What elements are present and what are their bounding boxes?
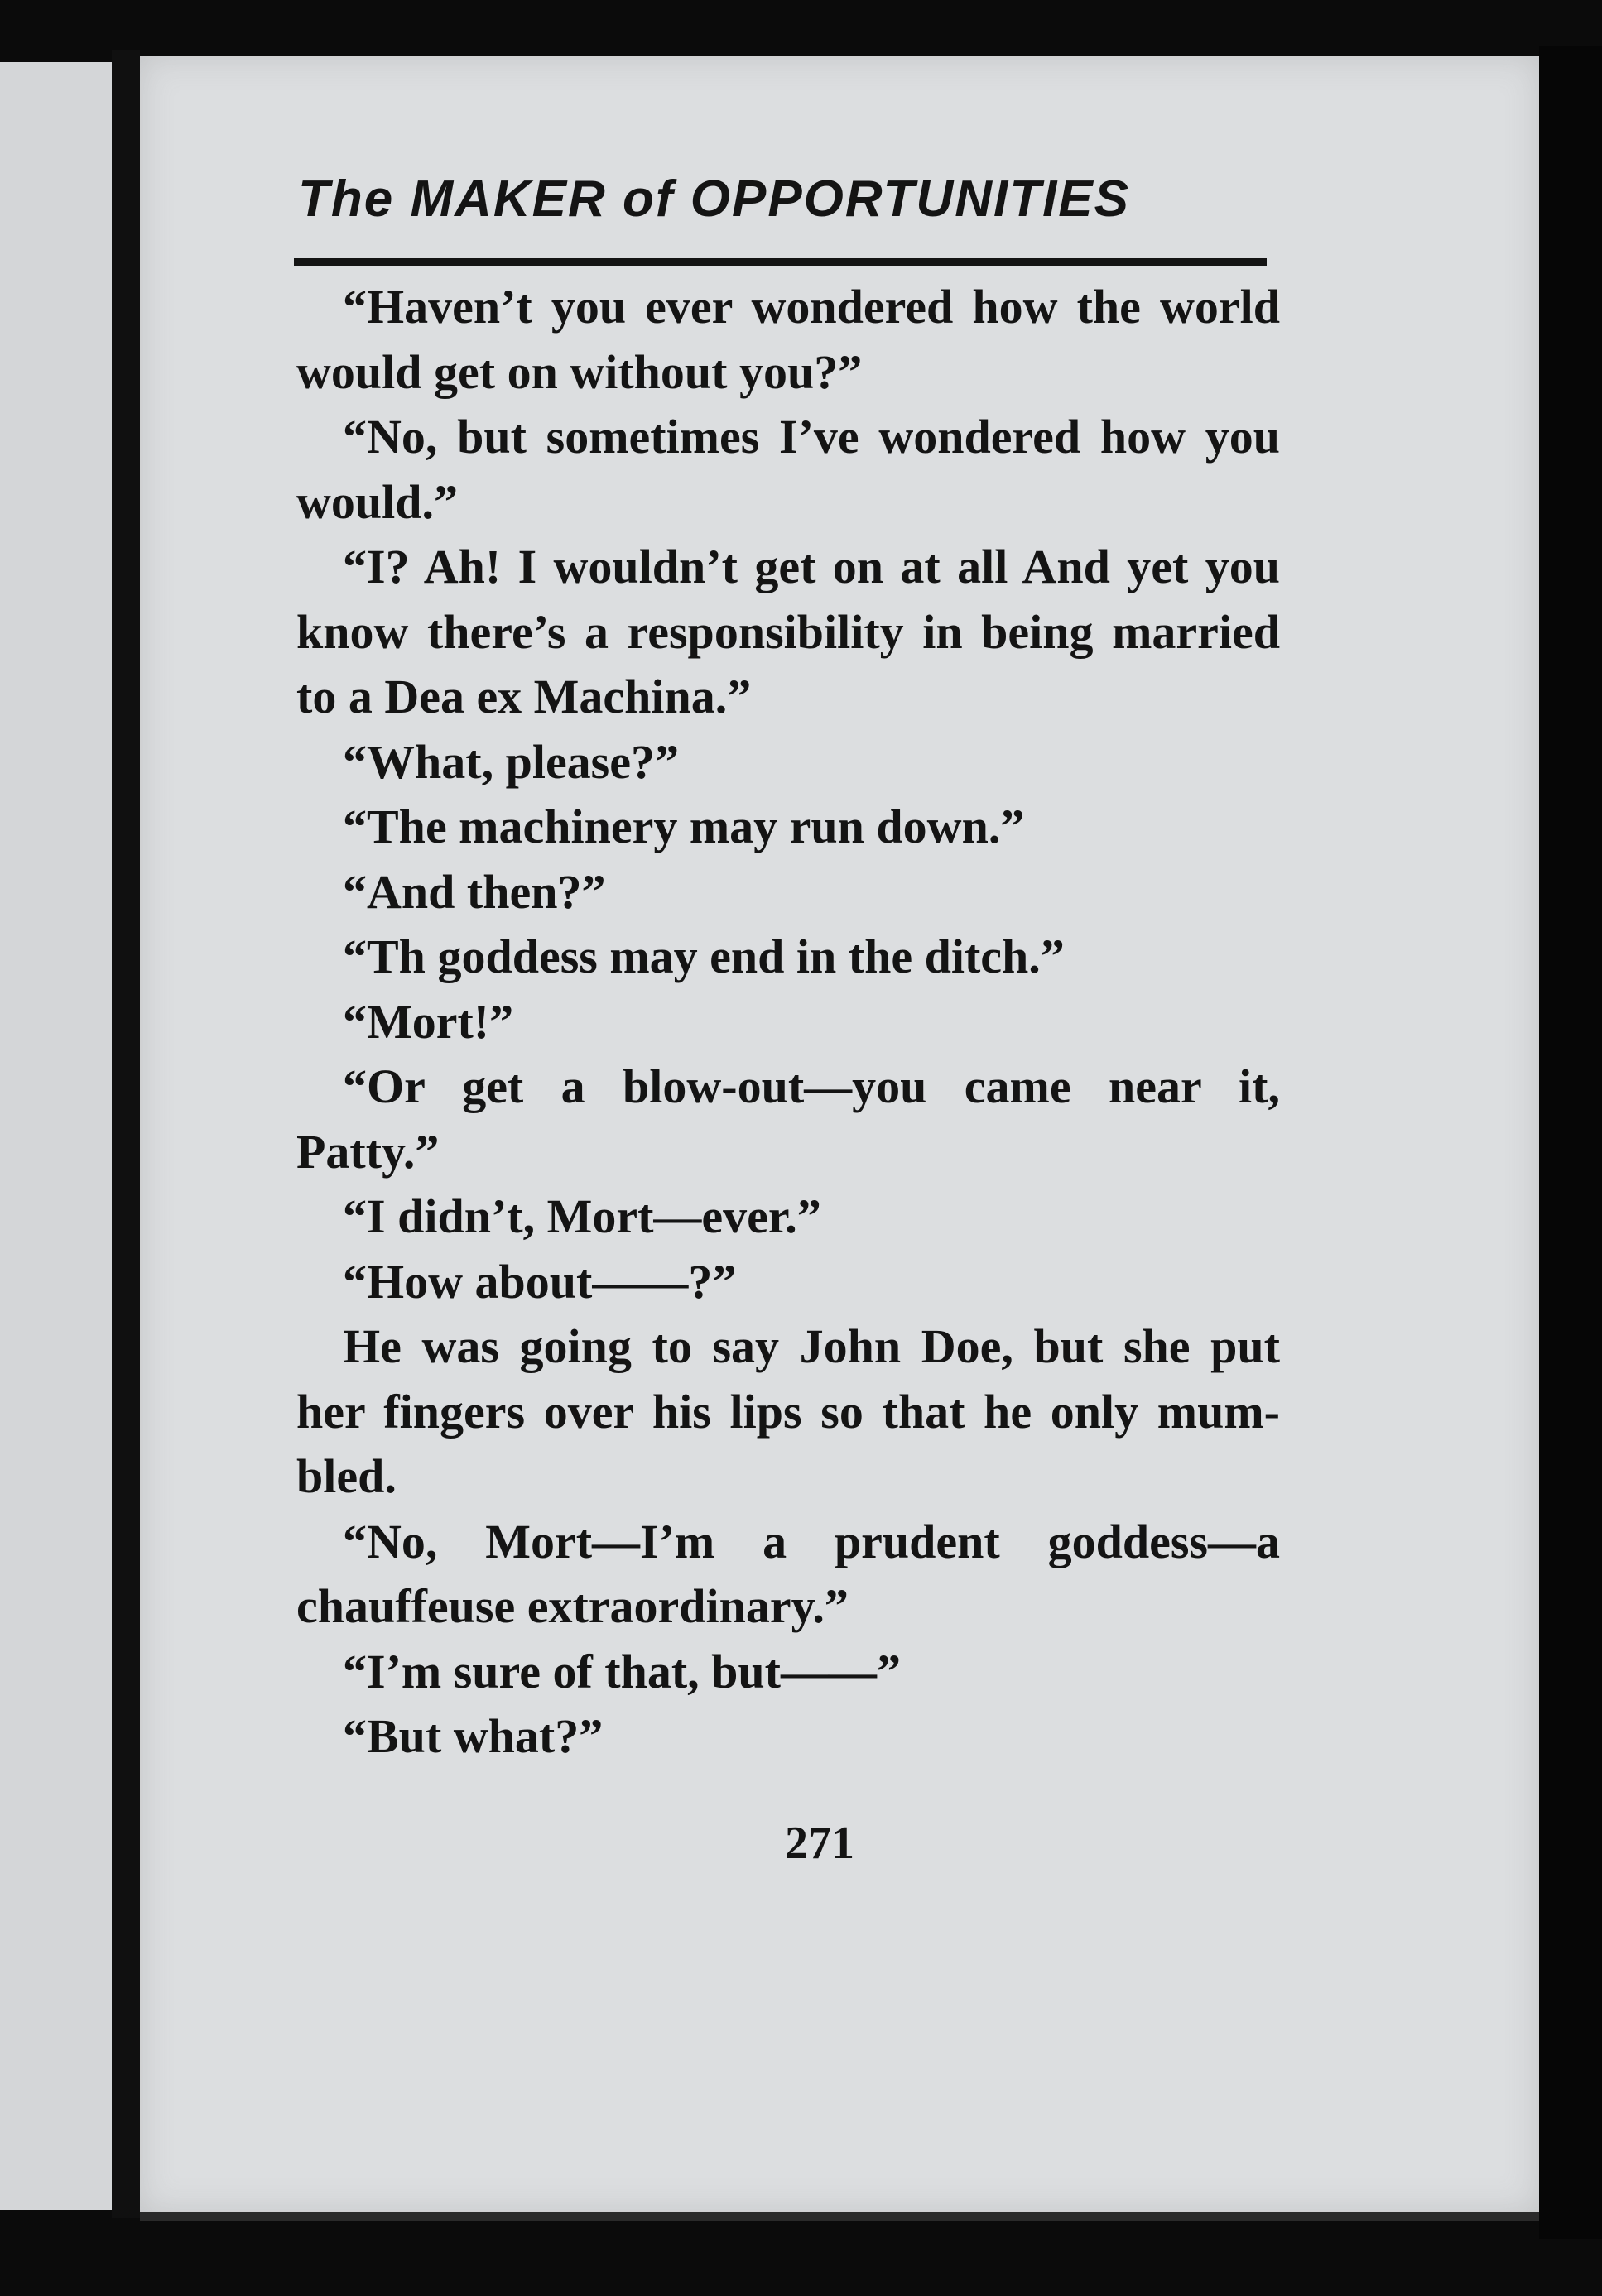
page-bottom-edge [140,2212,1539,2221]
book-gutter [112,50,140,2218]
paragraph: “How about——?” [343,1254,737,1309]
body-text [296,275,1280,1770]
paragraph: “Or get a blow-out—you came near it, Patty.” [296,1059,1280,1179]
paragraph: “I’m sure of that, but——” [343,1644,901,1698]
paragraph: “I didn’t, Mort—ever.” [343,1189,821,1243]
paragraph: “Haven’t you ever wondered how the world would get on without you?” [296,280,1280,399]
scan-border [1539,46,1602,2239]
paragraph: “No, but sometimes I’ve wondered how you would.” [296,410,1280,529]
paragraph: “What, please?” [343,734,679,789]
paragraph: “I? Ah! I wouldn’t get on at all And yet you know there’s a responsibility in being married to a Dea ex Machina.” [296,540,1280,723]
paragraph: “Mort!” [343,994,514,1049]
header-rule [294,258,1267,266]
paragraph: “No, Mort—I’m a prudent goddess—a chauffeuse extraordinary.” [296,1514,1280,1633]
paragraph: “And then?” [343,864,606,919]
paragraph: “The machinery may run down.” [343,800,1025,853]
facing-page-edge [0,62,112,2210]
paragraph: “Th goddess may end in the ditch.” [343,929,1065,983]
paragraph: “But what?” [343,1709,604,1763]
page-number: 271 [785,1818,854,1869]
paragraph: He was going to say John Doe, but she put her fingers over his lips so that he only mumbled. [296,1319,1280,1503]
running-head: The MAKER of OPPORTUNITIES [298,171,1131,228]
